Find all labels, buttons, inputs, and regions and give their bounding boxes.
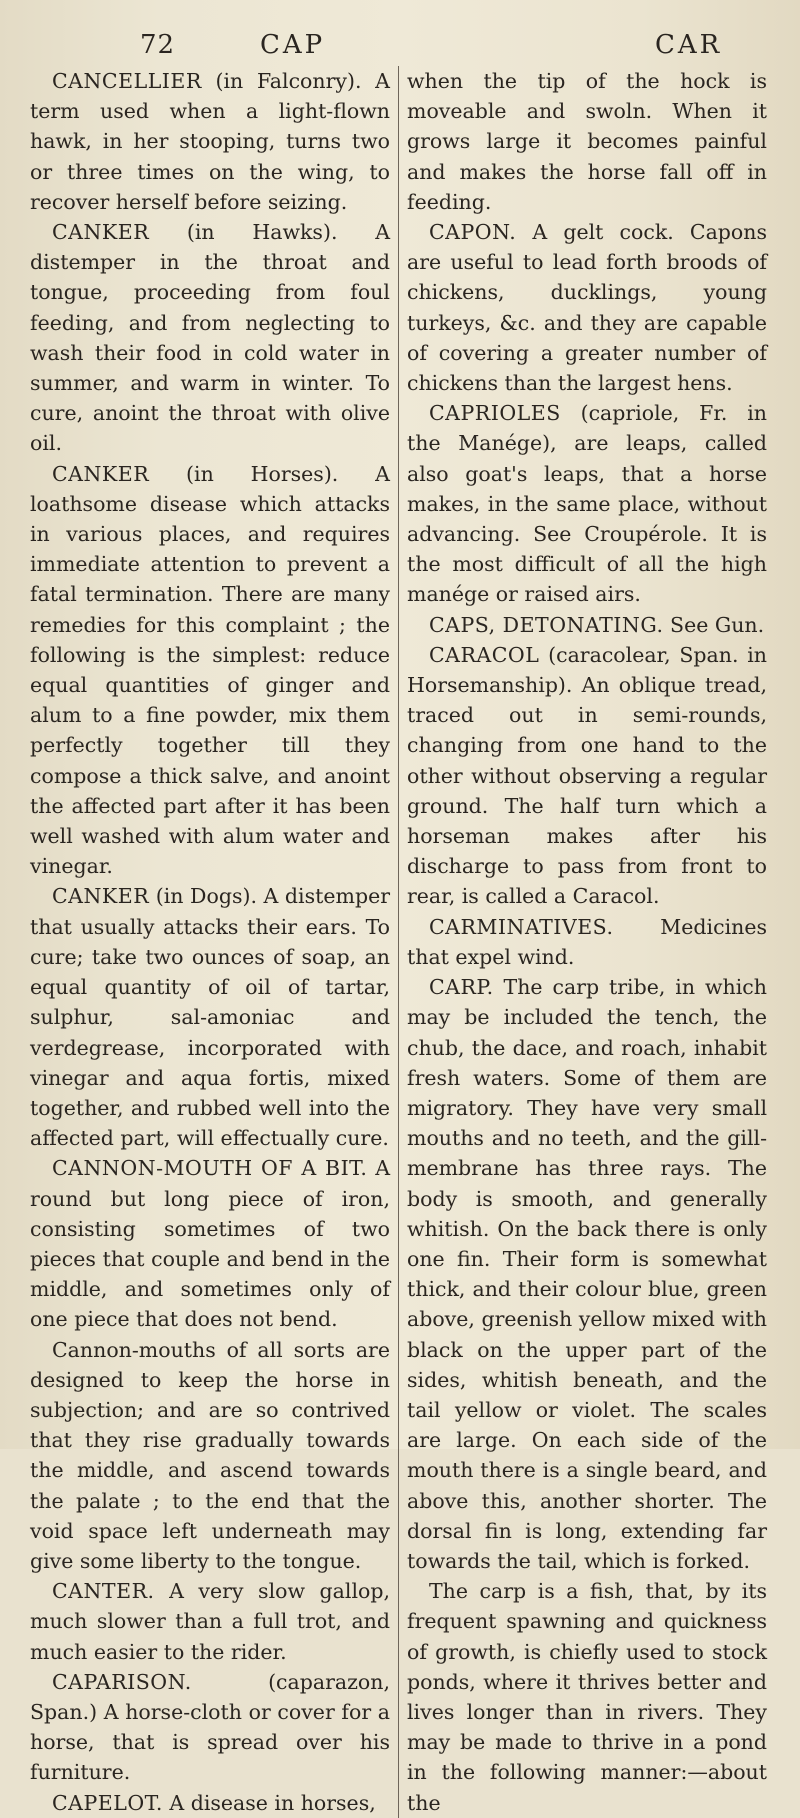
entry-headword: CAPRIOLES	[429, 401, 561, 426]
entry-text: (in Horses). A loathsome disease which attacks in various places, and requires immediate attention to prevent a fatal termination. There are many remedies for this complaint ; the following is the simplest: reduce equal quantities of ginger and alum to a fine powder, mix them perfectly together till they compose a thick salve, and anoint the affected part after it has been well washed with alum water and vinegar.	[30, 461, 390, 879]
entry-headword: CAPON.	[429, 220, 517, 245]
dictionary-entry	[30, 1788, 390, 1818]
entry-text: (caparazon, Span.) A horse-cloth or cover for a horse, that is spread over his furniture.	[30, 1669, 390, 1785]
entry-headword: CANKER	[52, 461, 150, 486]
dictionary-entry	[30, 66, 390, 217]
dictionary-entry	[407, 1576, 767, 1818]
entry-headword: CANKER	[52, 884, 150, 909]
entry-text: Medicines that expel wind.	[407, 914, 767, 969]
dictionary-entry	[30, 1667, 390, 1788]
left-column	[30, 66, 390, 1818]
entry-text: The carp is a fish, that, by its frequent spawning and quickness of growth, is chiefly used to stock ponds, where it thrives better and lives longer than in rivers. They may be made to thrive in a pond in the following manner:—about the	[407, 1579, 767, 1815]
entry-headword: CANNON-MOUTH OF A BIT.	[52, 1156, 368, 1181]
dictionary-entry	[407, 217, 767, 398]
entry-headword: CANTER.	[52, 1579, 155, 1604]
entry-text: when the tip of the hock is moveable and swoln. When it grows large it becomes painful and makes the horse fall off in feeding.	[407, 69, 767, 214]
right-running-head: CAR	[655, 30, 723, 60]
entry-text: A very slow gallop, much slower than a full trot, and much easier to the rider.	[30, 1579, 390, 1664]
dictionary-entry	[407, 640, 767, 912]
dictionary-entry	[30, 217, 390, 459]
entry-text: (in Falconry). A term used when a light-flown hawk, in her stooping, turns two or three times on the wing, to recover herself before seizing.	[30, 69, 390, 214]
dictionary-entry	[407, 398, 767, 609]
page-header	[30, 30, 770, 66]
entry-headword: CAPS, DETONATING.	[429, 612, 664, 637]
entry-headword: CANCELLIER	[52, 69, 202, 93]
entry-text: (in Hawks). A distemper in the throat and tongue, proceeding from foul feeding, and from neglecting to wash their food in cold water in summer, and warm in winter. To cure, anoint the throat with olive oil.	[30, 220, 390, 456]
left-running-head: CAP	[260, 30, 326, 60]
dictionary-entry	[407, 912, 767, 972]
entry-text: A disease in horses,	[162, 1790, 376, 1815]
dictionary-entry	[407, 610, 767, 640]
entry-headword: CARMINATIVES.	[429, 914, 614, 939]
entry-headword: CARACOL	[429, 642, 540, 667]
entry-headword: CAPELOT.	[52, 1790, 163, 1815]
dictionary-entry	[30, 1335, 390, 1577]
entry-text: (capriole, Fr. in the Manége), are leaps, called also goat's leaps, that a horse makes, in the same place, without advancing. See Croupérole. It is the most difficult of all the high manége or raised airs.	[407, 401, 767, 607]
dictionary-entry	[30, 1153, 390, 1334]
dictionary-entry	[407, 66, 767, 217]
two-column-body	[30, 66, 770, 1818]
dictionary-entry	[407, 972, 767, 1576]
page-number: 72	[140, 30, 176, 60]
dictionary-entry	[30, 1576, 390, 1667]
entry-headword: CARP.	[429, 975, 494, 1000]
entry-text: (caracolear, Span. in Horsemanship). An oblique tread, traced out in semi-rounds, changing from one hand to the other without observing a regular ground. The half turn which a horseman makes after his discharge to pass from front to rear, is called a Caracol.	[407, 642, 767, 909]
entry-text: See Gun.	[663, 612, 765, 637]
entry-text: Cannon-mouths of all sorts are designed to keep the horse in subjection; and are so contrived that they rise gradually towards the middle, and ascend towards the palate ; to the end that the void space left underneath may give some liberty to the tongue.	[30, 1337, 390, 1573]
entry-text: The carp tribe, in which may be included the tench, the chub, the dace, and roach, inhabit fresh waters. Some of them are migratory. They have very small mouths and no teeth, and the gill-membrane has three rays. The body is smooth, and generally whitish. On the back there is only one fin. Their form is somewhat thick, and their colour blue, green above, greenish yellow mixed with black on the upper part of the sides, whitish beneath, and the tail yellow or violet. The scales are large. On each side of the mouth there is a single beard, and above this, another shorter. The dorsal fin is long, extending far towards the tail, which is forked.	[407, 975, 767, 1573]
entry-headword: CAPARISON.	[52, 1669, 192, 1694]
entry-headword: CANKER	[52, 220, 150, 245]
entry-text: A gelt cock. Capons are useful to lead forth broods of chickens, ducklings, young turkeys, &c. and they are capable of covering a greater number of chickens than the largest hens.	[407, 220, 767, 396]
entry-text: (in Dogs). A distemper that usually attacks their ears. To cure; take two ounces of soap, an equal quantity of oil of tartar, sulphur, sal-amoniac and verdegrease, incorporated with vinegar and aqua fortis, mixed together, and rubbed well into the affected part, will effectually cure.	[30, 884, 390, 1151]
entry-text: A round but long piece of iron, consisting sometimes of two pieces that couple and bend in the middle, and sometimes only of one piece that does not bend.	[30, 1156, 391, 1332]
dictionary-entry	[30, 881, 390, 1153]
dictionary-entry	[30, 459, 390, 882]
right-column	[398, 66, 767, 1818]
